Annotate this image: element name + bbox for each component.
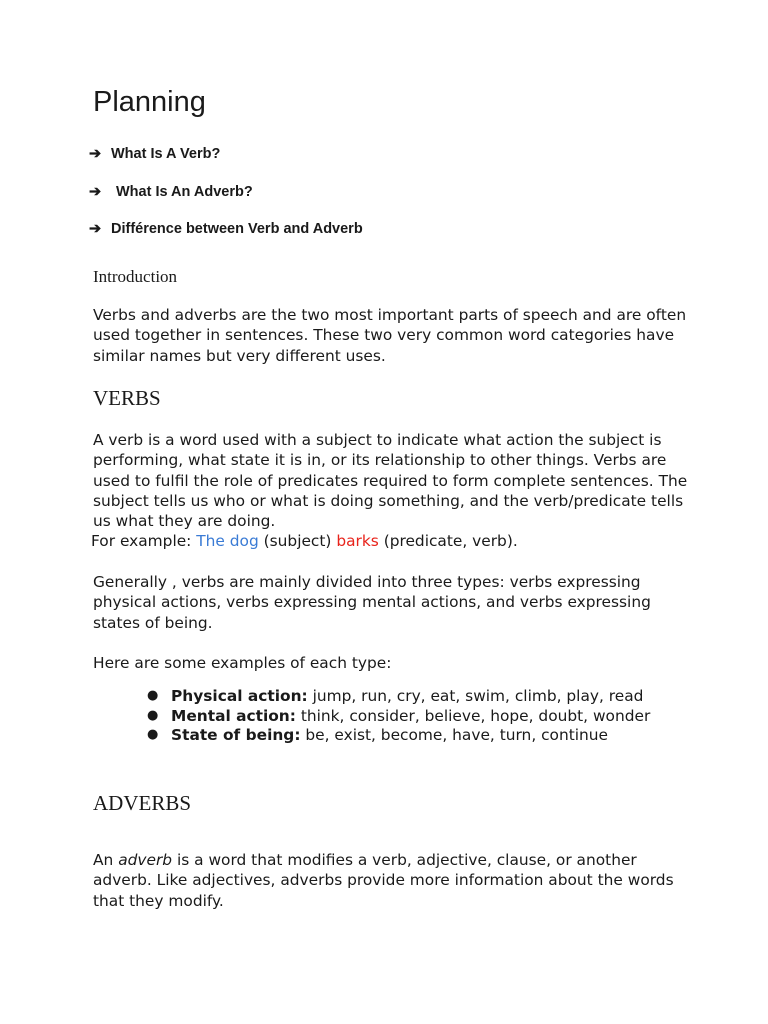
- type-examples: jump, run, cry, eat, swim, climb, play, read: [307, 687, 644, 705]
- examples-intro-paragraph: [93, 653, 693, 673]
- adverbs-term: adverb: [118, 851, 173, 869]
- arrow-icon: ➔: [89, 221, 102, 237]
- verbs-types-text: Generally , verbs are mainly divided into three types: verbs expressing physical actions, verbs expressing mental actions, and verbs expressing states of being.: [93, 573, 651, 632]
- type-examples: be, exist, become, have, turn, continue: [300, 726, 609, 744]
- plan-item-2: [89, 184, 253, 200]
- adverbs-heading: ADVERBS: [93, 791, 192, 815]
- intro-text: Verbs and adverbs are the two most important parts of speech and are often used together in sentences. These two very common word categories have similar names but very different uses.: [93, 306, 687, 365]
- example-subject: The dog: [196, 532, 259, 551]
- adverbs-paragraph: [93, 850, 693, 911]
- intro-heading: Introduction: [93, 267, 178, 286]
- list-item: [147, 727, 707, 744]
- verbs-types-paragraph: [93, 572, 693, 633]
- verbs-heading: VERBS: [93, 386, 161, 410]
- plan-item-label: Différence between Verb and Adverb: [111, 221, 363, 237]
- page-title: Planning: [93, 86, 206, 118]
- adverbs-definition-text: is a word that modifies a verb, adjective, clause, or another adverb. Like adjectives, adverbs provide more information about the words that they modify.: [93, 851, 674, 910]
- adverbs-prefix: An: [93, 851, 119, 869]
- verbs-example: [91, 531, 693, 551]
- example-verb: barks: [336, 532, 379, 551]
- example-verb-label: (predicate, verb).: [378, 532, 518, 551]
- type-label: Physical action:: [171, 687, 308, 705]
- plan-item-3: [89, 221, 363, 237]
- verbs-definition: A verb is a word used with a subject to indicate what action the subject is performing, what state it is in, or its relationship to other things. Verbs are used to fulfil the role of predicates required to form complete sentences. The subject tells us who or what is doing something, and the verb/predicate tells us what they are doing.: [93, 431, 688, 531]
- list-item: [147, 688, 707, 705]
- bullet-icon: ●: [147, 707, 159, 723]
- list-item: [147, 708, 707, 725]
- bullet-icon: ●: [147, 727, 159, 742]
- verbs-definition-paragraph: [93, 430, 693, 552]
- plan-item-1: [89, 146, 220, 162]
- plan-item-label: What Is A Verb?: [111, 146, 221, 162]
- plan-item-label: What Is An Adverb?: [116, 184, 253, 200]
- arrow-icon: ➔: [89, 184, 102, 200]
- bullet-icon: ●: [147, 688, 159, 703]
- verb-types-list: [147, 688, 707, 747]
- type-label: Mental action:: [171, 706, 296, 725]
- type-label: State of being:: [171, 726, 301, 744]
- intro-paragraph: [93, 305, 693, 366]
- arrow-icon: ➔: [89, 146, 102, 162]
- example-prefix: For example:: [91, 532, 197, 551]
- examples-intro: Here are some examples of each type:: [93, 654, 392, 672]
- example-subject-label: (subject): [258, 532, 337, 551]
- adverbs-definition: [93, 850, 693, 911]
- type-examples: think, consider, believe, hope, doubt, wonder: [295, 706, 651, 725]
